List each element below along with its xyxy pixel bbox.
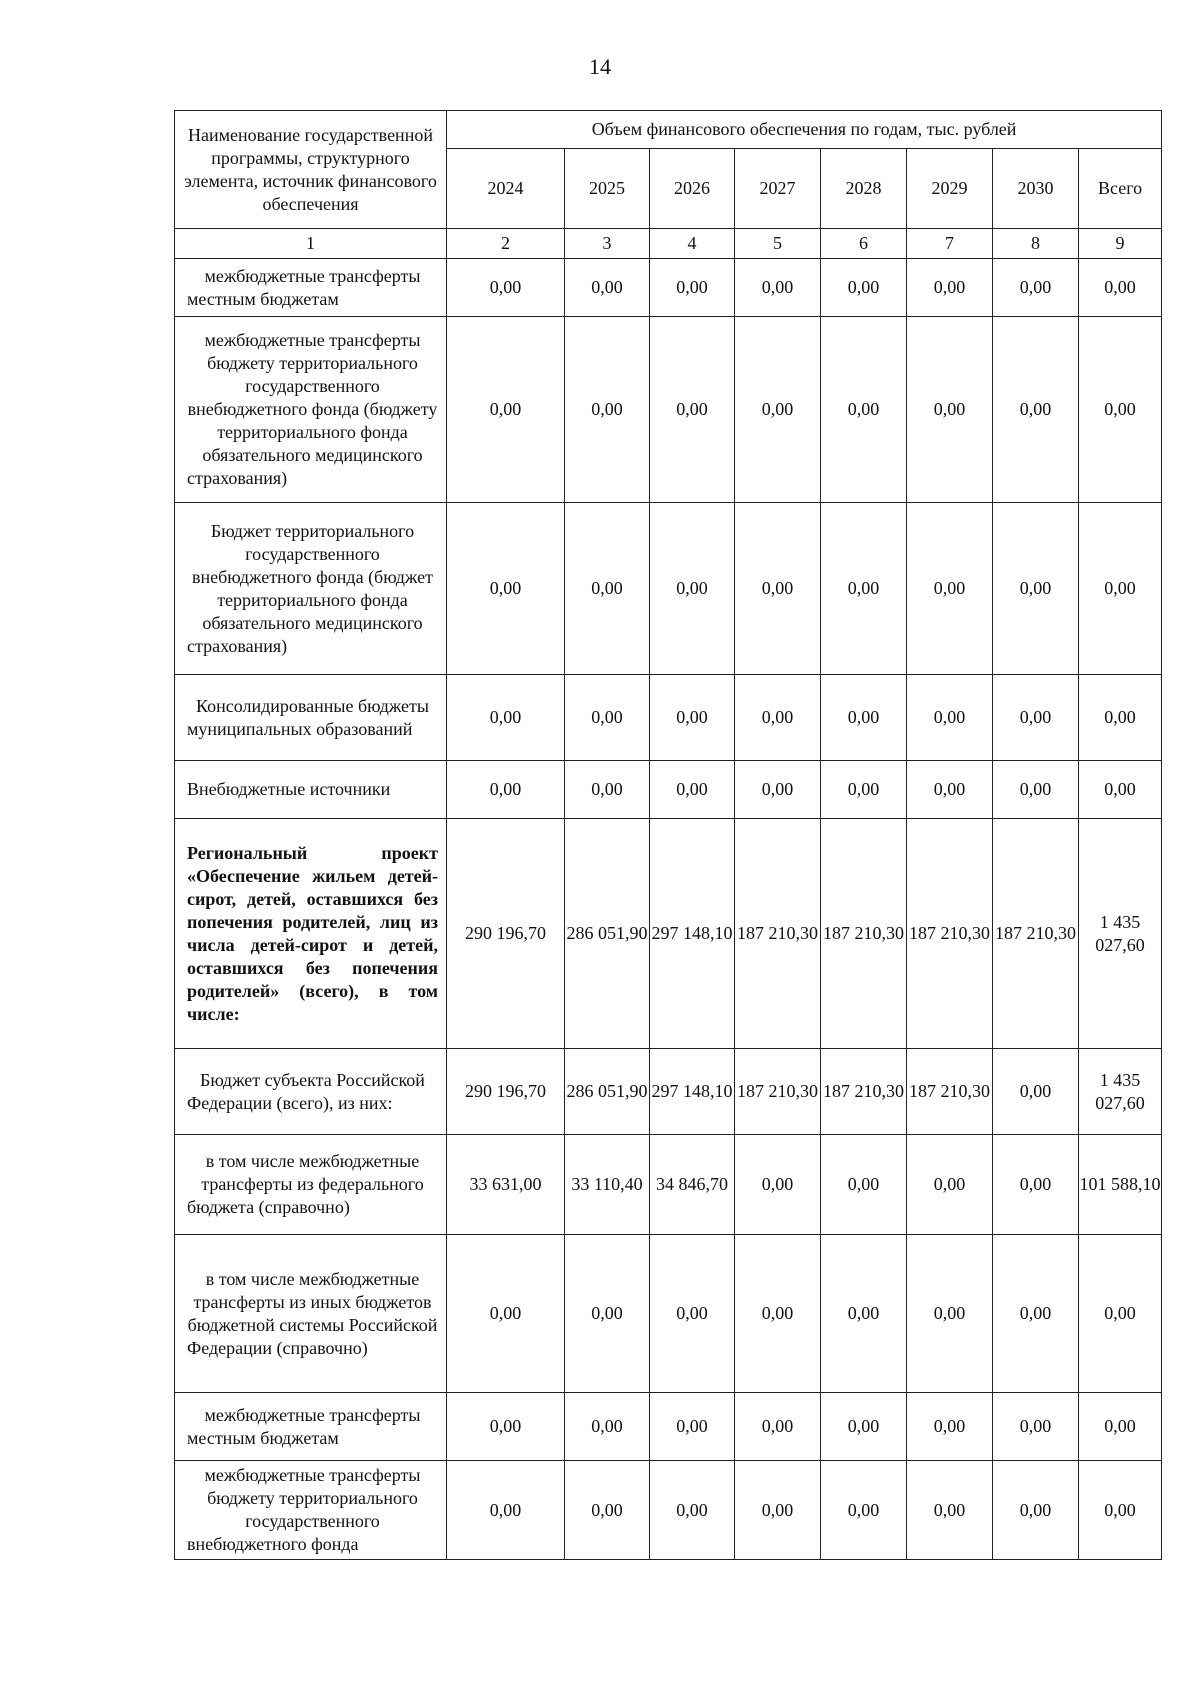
cell-value: 0,00 [565,1235,650,1393]
table-row [175,317,1162,503]
cell-total: 101 588,10 [1079,1135,1162,1235]
column-number: 3 [565,229,650,259]
row-name: Консолидированные бюджеты муниципальных образований [175,675,447,761]
cell-value: 33 631,00 [447,1135,565,1235]
cell-value: 0,00 [821,761,907,819]
cell-value: 187 210,30 [735,819,821,1049]
cell-value: 0,00 [650,503,735,675]
cell-value: 0,00 [735,259,821,317]
cell-value: 0,00 [735,1461,821,1560]
cell-value: 0,00 [907,317,993,503]
cell-value: 286 051,90 [565,1049,650,1135]
row-name: Бюджет субъекта Российской Федерации (всего), из них: [175,1049,447,1135]
cell-value: 187 210,30 [821,1049,907,1135]
column-number: 2 [447,229,565,259]
cell-value: 0,00 [821,503,907,675]
cell-value: 187 210,30 [821,819,907,1049]
column-number: 9 [1079,229,1162,259]
cell-value: 0,00 [993,675,1079,761]
cell-value: 0,00 [447,1461,565,1560]
cell-value: 0,00 [993,761,1079,819]
cell-value: 0,00 [907,503,993,675]
cell-value: 297 148,10 [650,1049,735,1135]
cell-total: 0,00 [1079,1461,1162,1560]
row-name: в том числе межбюджетные трансферты из федерального бюджета (справочно) [175,1135,447,1235]
cell-value: 0,00 [821,1461,907,1560]
cell-total: 0,00 [1079,503,1162,675]
row-name: межбюджетные трансферты местным бюджетам [175,1393,447,1461]
header-row-group [175,111,1162,149]
cell-value: 0,00 [907,1393,993,1461]
cell-total: 0,00 [1079,675,1162,761]
cell-total: 0,00 [1079,1393,1162,1461]
cell-value: 0,00 [650,317,735,503]
cell-value: 0,00 [565,675,650,761]
cell-total: 1 435 027,60 [1079,1049,1162,1135]
cell-value: 33 110,40 [565,1135,650,1235]
header-year: 2029 [907,149,993,229]
cell-value: 0,00 [565,1393,650,1461]
row-name: межбюджетные трансферты местным бюджетам [175,259,447,317]
cell-value: 0,00 [735,1135,821,1235]
table-row [175,1393,1162,1461]
column-number: 1 [175,229,447,259]
table-row [175,761,1162,819]
row-name: Бюджет территориального государственного внебюджетного фонда (бюджет территориального фонда обязательного медицинского страхования) [175,503,447,675]
column-number: 6 [821,229,907,259]
cell-value: 0,00 [907,1461,993,1560]
table-row-regional-project [175,819,1162,1049]
column-number: 5 [735,229,821,259]
cell-value: 0,00 [735,503,821,675]
column-number: 4 [650,229,735,259]
cell-value: 297 148,10 [650,819,735,1049]
table-row [175,1461,1162,1560]
cell-value: 0,00 [447,503,565,675]
cell-value: 0,00 [907,675,993,761]
financing-table [174,110,1162,1560]
cell-value: 187 210,30 [907,819,993,1049]
cell-value: 0,00 [821,1393,907,1461]
cell-value: 0,00 [447,259,565,317]
row-name: Внебюджетные источники [175,761,447,819]
cell-value: 0,00 [650,1393,735,1461]
cell-value: 0,00 [650,1235,735,1393]
column-number: 7 [907,229,993,259]
header-name-column: Наименование государственной программы, структурного элемента, источник финансового обеспечения [175,111,447,229]
table-row [175,1135,1162,1235]
cell-value: 0,00 [993,503,1079,675]
cell-value: 0,00 [565,503,650,675]
cell-value: 0,00 [735,1235,821,1393]
cell-value: 0,00 [821,259,907,317]
cell-value: 34 846,70 [650,1135,735,1235]
cell-value: 0,00 [565,259,650,317]
cell-value: 286 051,90 [565,819,650,1049]
header-year: 2025 [565,149,650,229]
table-row [175,1235,1162,1393]
header-year: 2027 [735,149,821,229]
header-group-title: Объем финансового обеспечения по годам, тыс. рублей [447,111,1162,149]
page-number: 14 [589,54,611,79]
row-name: Региональный проект «Обеспечение жильем детей-сирот, детей, оставшихся без попечения родителей, лиц из числа детей-сирот и детей, оставшихся без попечения родителей» (всего), в том числе: [175,819,447,1049]
cell-value: 0,00 [565,761,650,819]
cell-total: 0,00 [1079,317,1162,503]
cell-value: 0,00 [447,675,565,761]
table-row [175,675,1162,761]
header-row-numbers [175,229,1162,259]
cell-value: 0,00 [735,761,821,819]
cell-value: 0,00 [735,675,821,761]
cell-value: 0,00 [821,675,907,761]
cell-value: 0,00 [447,1235,565,1393]
cell-value: 0,00 [821,1235,907,1393]
cell-value: 0,00 [821,317,907,503]
cell-value: 0,00 [907,1235,993,1393]
header-year: 2028 [821,149,907,229]
cell-value: 0,00 [907,1135,993,1235]
cell-value: 0,00 [993,317,1079,503]
row-name: межбюджетные трансферты бюджету территориального государственного внебюджетного фонда [175,1461,447,1560]
header-total: Всего [1079,149,1162,229]
cell-value: 0,00 [650,675,735,761]
cell-value: 187 210,30 [993,819,1079,1049]
cell-value: 0,00 [993,1393,1079,1461]
table-row [175,503,1162,675]
cell-value: 0,00 [993,1235,1079,1393]
column-number: 8 [993,229,1079,259]
cell-value: 0,00 [993,1135,1079,1235]
cell-value: 0,00 [907,259,993,317]
cell-total: 0,00 [1079,259,1162,317]
cell-value: 0,00 [907,761,993,819]
cell-value: 0,00 [447,317,565,503]
cell-total: 0,00 [1079,761,1162,819]
cell-value: 290 196,70 [447,819,565,1049]
cell-value: 0,00 [565,1461,650,1560]
header-year: 2024 [447,149,565,229]
table-row [175,259,1162,317]
cell-value: 0,00 [447,761,565,819]
cell-value: 187 210,30 [735,1049,821,1135]
row-name: в том числе межбюджетные трансферты из иных бюджетов бюджетной системы Российской Федерации (справочно) [175,1235,447,1393]
cell-value: 0,00 [993,1461,1079,1560]
cell-value: 0,00 [993,259,1079,317]
cell-total: 1 435 027,60 [1079,819,1162,1049]
cell-value: 0,00 [565,317,650,503]
cell-value: 0,00 [735,317,821,503]
cell-value: 0,00 [447,1393,565,1461]
cell-value: 0,00 [993,1049,1079,1135]
header-year: 2026 [650,149,735,229]
header-year: 2030 [993,149,1079,229]
cell-value: 0,00 [735,1393,821,1461]
cell-value: 0,00 [650,259,735,317]
row-name: межбюджетные трансферты бюджету территориального государственного внебюджетного фонда (бюджету территориального фонда обязательного медицинского страхования) [175,317,447,503]
cell-value: 290 196,70 [447,1049,565,1135]
cell-value: 0,00 [650,1461,735,1560]
cell-total: 0,00 [1079,1235,1162,1393]
table-row [175,1049,1162,1135]
cell-value: 0,00 [650,761,735,819]
cell-value: 0,00 [821,1135,907,1235]
cell-value: 187 210,30 [907,1049,993,1135]
